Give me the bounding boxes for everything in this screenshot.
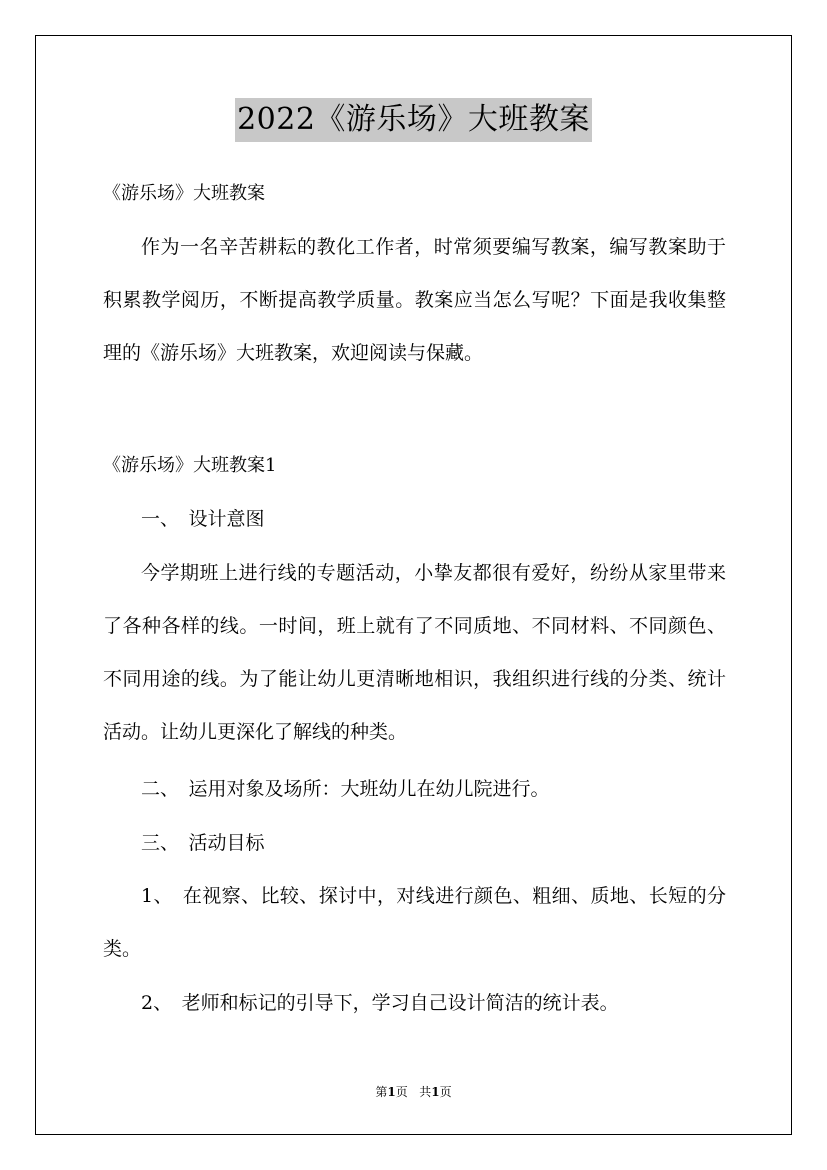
goal-item-1: 1、 在视察、比较、探讨中，对线进行颜色、粗细、质地、长短的分类。 <box>103 885 726 960</box>
footer-total-prefix: 共 <box>419 1085 432 1099</box>
document-title: 2022《游乐场》大班教案 <box>235 98 592 142</box>
goal-item-2: 2、 老师和标记的引导下，学习自己设计简洁的统计表。 <box>141 992 619 1014</box>
document-subtitle: 《游乐场》大班教案 <box>103 183 265 204</box>
footer-page-suffix: 页 <box>395 1085 408 1099</box>
heading-target-venue: 二、 运用对象及场所：大班幼儿在幼儿院进行。 <box>141 778 550 800</box>
footer-page-number: 1 <box>387 1085 396 1099</box>
heading-design-intent: 一、 设计意图 <box>141 508 265 530</box>
section-title: 《游乐场》大班教案1 <box>103 455 277 476</box>
footer-total-suffix: 页 <box>439 1085 452 1099</box>
design-intent-paragraph: 今学期班上进行线的专题活动，小挚友都很有爱好，纷纷从家里带来了各种各样的线。一时间，班上就有了不同质地、不同材料、不同颜色、不同用途的线。为了能让幼儿更清晰地相识，我组织进行线的分类、统计活动。让幼儿更深化了解线的种类。 <box>103 562 726 743</box>
page-footer <box>0 1083 827 1101</box>
heading-activity-goals: 三、 活动目标 <box>141 832 265 854</box>
intro-paragraph: 作为一名辛苦耕耘的教化工作者，时常须要编写教案，编写教案助于积累教学阅历，不断提高教学质量。教案应当怎么写呢？下面是我收集整理的《游乐场》大班教案，欢迎阅读与保藏。 <box>103 236 726 364</box>
footer-total-number: 1 <box>431 1085 440 1099</box>
footer-page-prefix: 第 <box>375 1085 388 1099</box>
title-wrap <box>0 98 827 142</box>
